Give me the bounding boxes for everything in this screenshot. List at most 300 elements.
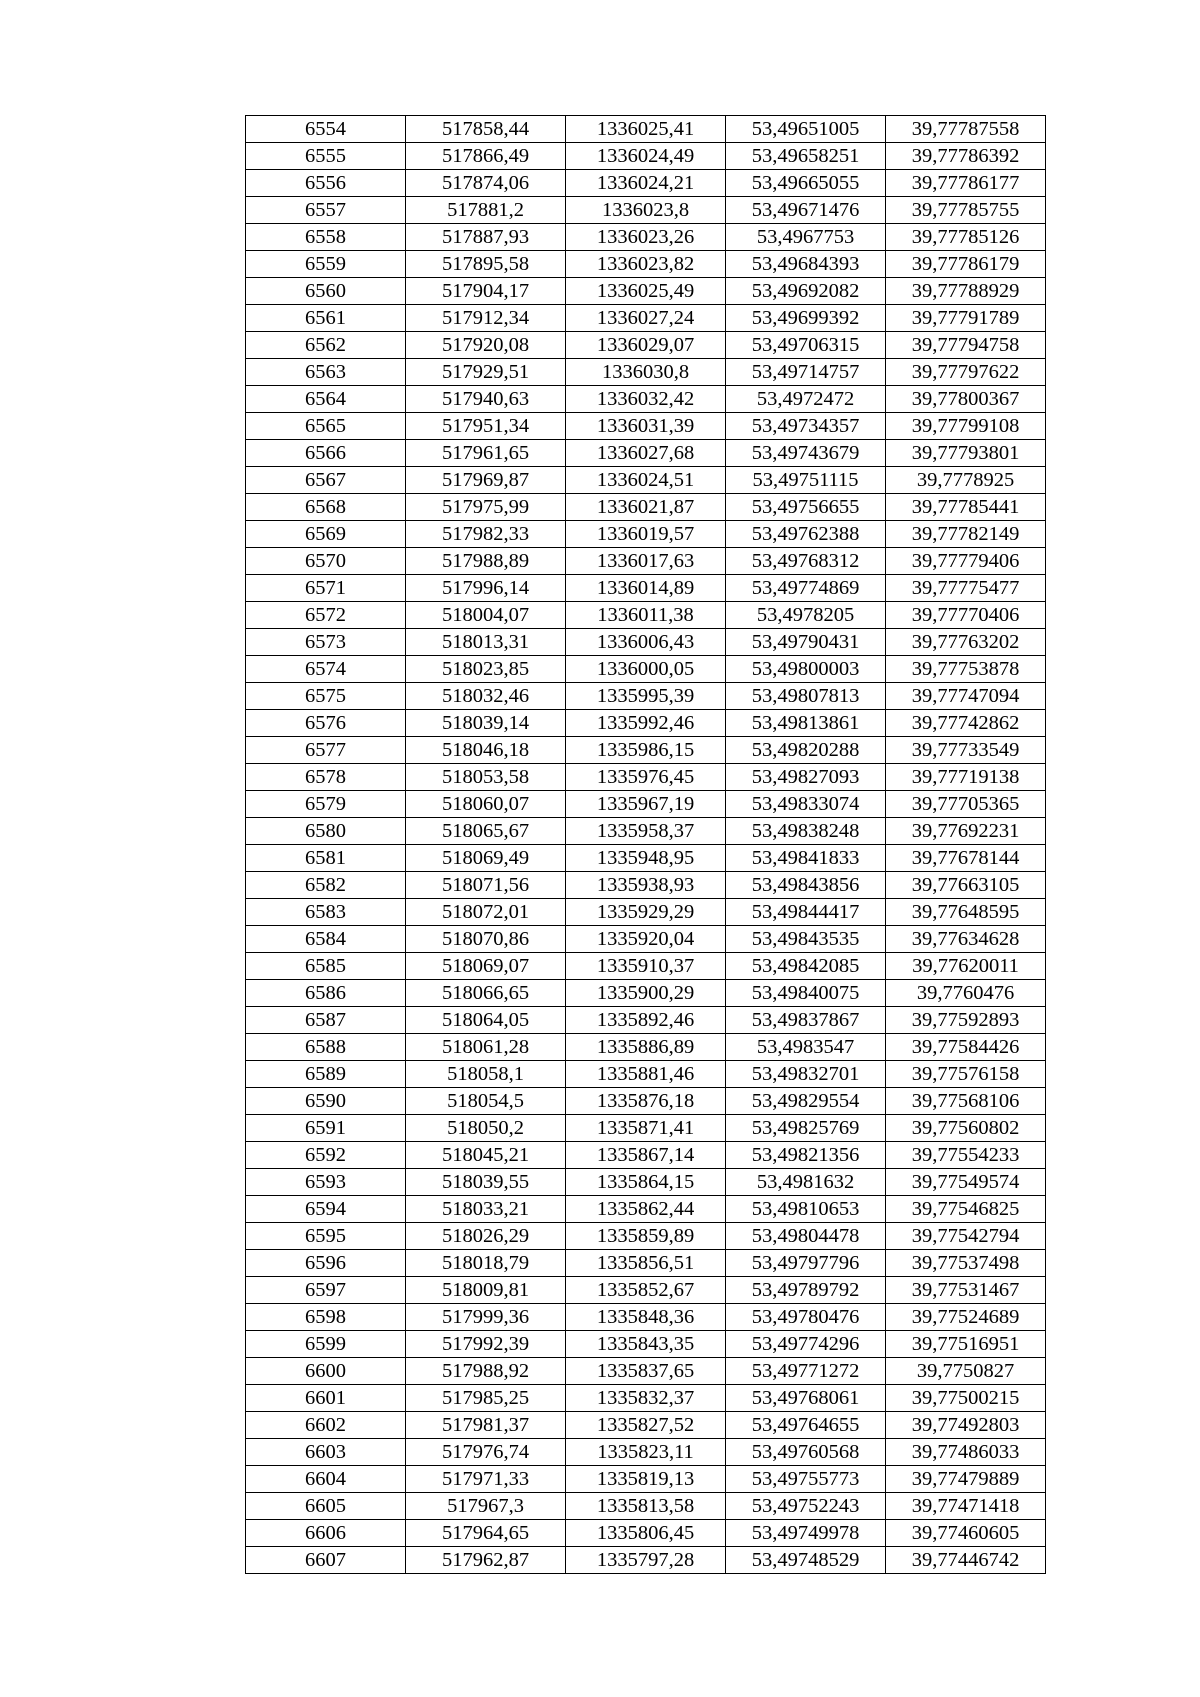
- y-coordinate-cell: 1335856,51: [566, 1250, 726, 1277]
- longitude-cell: 39,77747094: [886, 683, 1046, 710]
- x-coordinate-cell: 517904,17: [406, 278, 566, 305]
- point-number-cell: 6566: [246, 440, 406, 467]
- x-coordinate-cell: 517920,08: [406, 332, 566, 359]
- y-coordinate-cell: 1336024,49: [566, 143, 726, 170]
- point-number-cell: 6597: [246, 1277, 406, 1304]
- y-coordinate-cell: 1336019,57: [566, 521, 726, 548]
- table-row: [246, 305, 1046, 332]
- point-number-cell: 6593: [246, 1169, 406, 1196]
- x-coordinate-cell: 518004,07: [406, 602, 566, 629]
- x-coordinate-cell: 518069,07: [406, 953, 566, 980]
- latitude-cell: 53,49699392: [726, 305, 886, 332]
- longitude-cell: 39,77531467: [886, 1277, 1046, 1304]
- point-number-cell: 6585: [246, 953, 406, 980]
- table-row: [246, 1520, 1046, 1547]
- longitude-cell: 39,77753878: [886, 656, 1046, 683]
- latitude-cell: 53,49838248: [726, 818, 886, 845]
- longitude-cell: 39,77568106: [886, 1088, 1046, 1115]
- table-row: [246, 899, 1046, 926]
- latitude-cell: 53,49780476: [726, 1304, 886, 1331]
- table-row: [246, 872, 1046, 899]
- point-number-cell: 6607: [246, 1547, 406, 1574]
- y-coordinate-cell: 1336031,39: [566, 413, 726, 440]
- latitude-cell: 53,49749978: [726, 1520, 886, 1547]
- y-coordinate-cell: 1336024,51: [566, 467, 726, 494]
- y-coordinate-cell: 1335876,18: [566, 1088, 726, 1115]
- point-number-cell: 6580: [246, 818, 406, 845]
- point-number-cell: 6602: [246, 1412, 406, 1439]
- longitude-cell: 39,77537498: [886, 1250, 1046, 1277]
- x-coordinate-cell: 518064,05: [406, 1007, 566, 1034]
- table-row: [246, 224, 1046, 251]
- longitude-cell: 39,77648595: [886, 899, 1046, 926]
- point-number-cell: 6603: [246, 1439, 406, 1466]
- latitude-cell: 53,49748529: [726, 1547, 886, 1574]
- point-number-cell: 6600: [246, 1358, 406, 1385]
- table-row: [246, 764, 1046, 791]
- latitude-cell: 53,4967753: [726, 224, 886, 251]
- point-number-cell: 6561: [246, 305, 406, 332]
- point-number-cell: 6582: [246, 872, 406, 899]
- point-number-cell: 6583: [246, 899, 406, 926]
- y-coordinate-cell: 1335859,89: [566, 1223, 726, 1250]
- table-row: [246, 1304, 1046, 1331]
- table-row: [246, 332, 1046, 359]
- longitude-cell: 39,77763202: [886, 629, 1046, 656]
- latitude-cell: 53,49842085: [726, 953, 886, 980]
- x-coordinate-cell: 517940,63: [406, 386, 566, 413]
- x-coordinate-cell: 518039,14: [406, 710, 566, 737]
- point-number-cell: 6563: [246, 359, 406, 386]
- y-coordinate-cell: 1335843,35: [566, 1331, 726, 1358]
- table-row: [246, 1412, 1046, 1439]
- y-coordinate-cell: 1335881,46: [566, 1061, 726, 1088]
- x-coordinate-cell: 518065,67: [406, 818, 566, 845]
- point-number-cell: 6565: [246, 413, 406, 440]
- x-coordinate-cell: 517866,49: [406, 143, 566, 170]
- point-number-cell: 6575: [246, 683, 406, 710]
- latitude-cell: 53,49774296: [726, 1331, 886, 1358]
- point-number-cell: 6578: [246, 764, 406, 791]
- y-coordinate-cell: 1336023,8: [566, 197, 726, 224]
- longitude-cell: 39,77524689: [886, 1304, 1046, 1331]
- longitude-cell: 39,77786177: [886, 170, 1046, 197]
- x-coordinate-cell: 518050,2: [406, 1115, 566, 1142]
- table-row: [246, 1007, 1046, 1034]
- x-coordinate-cell: 517982,33: [406, 521, 566, 548]
- longitude-cell: 39,77779406: [886, 548, 1046, 575]
- longitude-cell: 39,77492803: [886, 1412, 1046, 1439]
- x-coordinate-cell: 517964,65: [406, 1520, 566, 1547]
- latitude-cell: 53,49743679: [726, 440, 886, 467]
- latitude-cell: 53,4972472: [726, 386, 886, 413]
- point-number-cell: 6591: [246, 1115, 406, 1142]
- x-coordinate-cell: 517967,3: [406, 1493, 566, 1520]
- x-coordinate-cell: 517985,25: [406, 1385, 566, 1412]
- table-row: [246, 440, 1046, 467]
- y-coordinate-cell: 1336017,63: [566, 548, 726, 575]
- point-number-cell: 6577: [246, 737, 406, 764]
- x-coordinate-cell: 518039,55: [406, 1169, 566, 1196]
- y-coordinate-cell: 1336029,07: [566, 332, 726, 359]
- longitude-cell: 39,77554233: [886, 1142, 1046, 1169]
- y-coordinate-cell: 1336000,05: [566, 656, 726, 683]
- point-number-cell: 6590: [246, 1088, 406, 1115]
- longitude-cell: 39,77634628: [886, 926, 1046, 953]
- x-coordinate-cell: 517992,39: [406, 1331, 566, 1358]
- longitude-cell: 39,77797622: [886, 359, 1046, 386]
- latitude-cell: 53,49752243: [726, 1493, 886, 1520]
- latitude-cell: 53,49804478: [726, 1223, 886, 1250]
- x-coordinate-cell: 518032,46: [406, 683, 566, 710]
- point-number-cell: 6572: [246, 602, 406, 629]
- point-number-cell: 6562: [246, 332, 406, 359]
- point-number-cell: 6573: [246, 629, 406, 656]
- longitude-cell: 39,77786392: [886, 143, 1046, 170]
- y-coordinate-cell: 1335848,36: [566, 1304, 726, 1331]
- longitude-cell: 39,77733549: [886, 737, 1046, 764]
- y-coordinate-cell: 1336011,38: [566, 602, 726, 629]
- table-row: [246, 143, 1046, 170]
- longitude-cell: 39,7750827: [886, 1358, 1046, 1385]
- y-coordinate-cell: 1335819,13: [566, 1466, 726, 1493]
- table-row: [246, 1466, 1046, 1493]
- table-row: [246, 575, 1046, 602]
- point-number-cell: 6567: [246, 467, 406, 494]
- longitude-cell: 39,77782149: [886, 521, 1046, 548]
- table-row: [246, 1169, 1046, 1196]
- latitude-cell: 53,49760568: [726, 1439, 886, 1466]
- longitude-cell: 39,77486033: [886, 1439, 1046, 1466]
- point-number-cell: 6589: [246, 1061, 406, 1088]
- latitude-cell: 53,49821356: [726, 1142, 886, 1169]
- y-coordinate-cell: 1335797,28: [566, 1547, 726, 1574]
- x-coordinate-cell: 517887,93: [406, 224, 566, 251]
- latitude-cell: 53,49789792: [726, 1277, 886, 1304]
- x-coordinate-cell: 517996,14: [406, 575, 566, 602]
- coordinates-table-body: [246, 116, 1046, 1574]
- x-coordinate-cell: 518026,29: [406, 1223, 566, 1250]
- latitude-cell: 53,49764655: [726, 1412, 886, 1439]
- longitude-cell: 39,77786179: [886, 251, 1046, 278]
- x-coordinate-cell: 517975,99: [406, 494, 566, 521]
- y-coordinate-cell: 1336014,89: [566, 575, 726, 602]
- point-number-cell: 6560: [246, 278, 406, 305]
- table-row: [246, 1331, 1046, 1358]
- latitude-cell: 53,49774869: [726, 575, 886, 602]
- x-coordinate-cell: 517971,33: [406, 1466, 566, 1493]
- latitude-cell: 53,49820288: [726, 737, 886, 764]
- longitude-cell: 39,77471418: [886, 1493, 1046, 1520]
- table-row: [246, 1142, 1046, 1169]
- y-coordinate-cell: 1335837,65: [566, 1358, 726, 1385]
- latitude-cell: 53,49755773: [726, 1466, 886, 1493]
- y-coordinate-cell: 1336027,68: [566, 440, 726, 467]
- longitude-cell: 39,77719138: [886, 764, 1046, 791]
- latitude-cell: 53,49714757: [726, 359, 886, 386]
- x-coordinate-cell: 518023,85: [406, 656, 566, 683]
- point-number-cell: 6559: [246, 251, 406, 278]
- x-coordinate-cell: 517988,89: [406, 548, 566, 575]
- point-number-cell: 6584: [246, 926, 406, 953]
- longitude-cell: 39,77785755: [886, 197, 1046, 224]
- latitude-cell: 53,49762388: [726, 521, 886, 548]
- latitude-cell: 53,49813861: [726, 710, 886, 737]
- point-number-cell: 6558: [246, 224, 406, 251]
- latitude-cell: 53,49843856: [726, 872, 886, 899]
- longitude-cell: 39,77542794: [886, 1223, 1046, 1250]
- point-number-cell: 6554: [246, 116, 406, 143]
- table-row: [246, 980, 1046, 1007]
- table-row: [246, 1493, 1046, 1520]
- x-coordinate-cell: 517988,92: [406, 1358, 566, 1385]
- x-coordinate-cell: 518009,81: [406, 1277, 566, 1304]
- table-row: [246, 845, 1046, 872]
- point-number-cell: 6581: [246, 845, 406, 872]
- table-row: [246, 197, 1046, 224]
- latitude-cell: 53,49807813: [726, 683, 886, 710]
- y-coordinate-cell: 1335986,15: [566, 737, 726, 764]
- latitude-cell: 53,49832701: [726, 1061, 886, 1088]
- table-row: [246, 791, 1046, 818]
- y-coordinate-cell: 1335929,29: [566, 899, 726, 926]
- table-row: [246, 1547, 1046, 1574]
- latitude-cell: 53,49829554: [726, 1088, 886, 1115]
- table-row: [246, 1385, 1046, 1412]
- latitude-cell: 53,49771272: [726, 1358, 886, 1385]
- point-number-cell: 6564: [246, 386, 406, 413]
- x-coordinate-cell: 518066,65: [406, 980, 566, 1007]
- x-coordinate-cell: 517895,58: [406, 251, 566, 278]
- table-row: [246, 737, 1046, 764]
- x-coordinate-cell: 517912,34: [406, 305, 566, 332]
- longitude-cell: 39,77791789: [886, 305, 1046, 332]
- x-coordinate-cell: 518058,1: [406, 1061, 566, 1088]
- latitude-cell: 53,49844417: [726, 899, 886, 926]
- latitude-cell: 53,49800003: [726, 656, 886, 683]
- x-coordinate-cell: 517858,44: [406, 116, 566, 143]
- longitude-cell: 39,77549574: [886, 1169, 1046, 1196]
- longitude-cell: 39,77794758: [886, 332, 1046, 359]
- point-number-cell: 6599: [246, 1331, 406, 1358]
- y-coordinate-cell: 1336021,87: [566, 494, 726, 521]
- latitude-cell: 53,49825769: [726, 1115, 886, 1142]
- longitude-cell: 39,77446742: [886, 1547, 1046, 1574]
- longitude-cell: 39,77620011: [886, 953, 1046, 980]
- x-coordinate-cell: 518070,86: [406, 926, 566, 953]
- latitude-cell: 53,49797796: [726, 1250, 886, 1277]
- latitude-cell: 53,49833074: [726, 791, 886, 818]
- point-number-cell: 6556: [246, 170, 406, 197]
- y-coordinate-cell: 1335827,52: [566, 1412, 726, 1439]
- y-coordinate-cell: 1335864,15: [566, 1169, 726, 1196]
- longitude-cell: 39,77592893: [886, 1007, 1046, 1034]
- y-coordinate-cell: 1335852,67: [566, 1277, 726, 1304]
- y-coordinate-cell: 1336027,24: [566, 305, 726, 332]
- longitude-cell: 39,77516951: [886, 1331, 1046, 1358]
- x-coordinate-cell: 518061,28: [406, 1034, 566, 1061]
- y-coordinate-cell: 1335995,39: [566, 683, 726, 710]
- latitude-cell: 53,49671476: [726, 197, 886, 224]
- x-coordinate-cell: 517999,36: [406, 1304, 566, 1331]
- y-coordinate-cell: 1335938,93: [566, 872, 726, 899]
- table-row: [246, 359, 1046, 386]
- y-coordinate-cell: 1335886,89: [566, 1034, 726, 1061]
- point-number-cell: 6594: [246, 1196, 406, 1223]
- x-coordinate-cell: 518013,31: [406, 629, 566, 656]
- x-coordinate-cell: 517976,74: [406, 1439, 566, 1466]
- table-row: [246, 548, 1046, 575]
- point-number-cell: 6557: [246, 197, 406, 224]
- longitude-cell: 39,77692231: [886, 818, 1046, 845]
- y-coordinate-cell: 1336025,49: [566, 278, 726, 305]
- longitude-cell: 39,77576158: [886, 1061, 1046, 1088]
- table-row: [246, 1061, 1046, 1088]
- y-coordinate-cell: 1335862,44: [566, 1196, 726, 1223]
- longitude-cell: 39,77785441: [886, 494, 1046, 521]
- latitude-cell: 53,49658251: [726, 143, 886, 170]
- x-coordinate-cell: 517961,65: [406, 440, 566, 467]
- table-row: [246, 1277, 1046, 1304]
- table-row: [246, 467, 1046, 494]
- y-coordinate-cell: 1336023,82: [566, 251, 726, 278]
- table-row: [246, 953, 1046, 980]
- longitude-cell: 39,77479889: [886, 1466, 1046, 1493]
- longitude-cell: 39,77785126: [886, 224, 1046, 251]
- longitude-cell: 39,77560802: [886, 1115, 1046, 1142]
- point-number-cell: 6571: [246, 575, 406, 602]
- table-row: [246, 386, 1046, 413]
- x-coordinate-cell: 518071,56: [406, 872, 566, 899]
- table-row: [246, 629, 1046, 656]
- latitude-cell: 53,4983547: [726, 1034, 886, 1061]
- latitude-cell: 53,49651005: [726, 116, 886, 143]
- x-coordinate-cell: 518045,21: [406, 1142, 566, 1169]
- latitude-cell: 53,49684393: [726, 251, 886, 278]
- point-number-cell: 6568: [246, 494, 406, 521]
- point-number-cell: 6588: [246, 1034, 406, 1061]
- y-coordinate-cell: 1335992,46: [566, 710, 726, 737]
- longitude-cell: 39,7760476: [886, 980, 1046, 1007]
- latitude-cell: 53,49692082: [726, 278, 886, 305]
- table-row: [246, 494, 1046, 521]
- longitude-cell: 39,77787558: [886, 116, 1046, 143]
- point-number-cell: 6569: [246, 521, 406, 548]
- point-number-cell: 6555: [246, 143, 406, 170]
- latitude-cell: 53,49790431: [726, 629, 886, 656]
- point-number-cell: 6570: [246, 548, 406, 575]
- y-coordinate-cell: 1335920,04: [566, 926, 726, 953]
- table-row: [246, 926, 1046, 953]
- longitude-cell: 39,7778925: [886, 467, 1046, 494]
- y-coordinate-cell: 1335867,14: [566, 1142, 726, 1169]
- y-coordinate-cell: 1335813,58: [566, 1493, 726, 1520]
- point-number-cell: 6601: [246, 1385, 406, 1412]
- point-number-cell: 6576: [246, 710, 406, 737]
- point-number-cell: 6598: [246, 1304, 406, 1331]
- y-coordinate-cell: 1335900,29: [566, 980, 726, 1007]
- y-coordinate-cell: 1335823,11: [566, 1439, 726, 1466]
- latitude-cell: 53,49734357: [726, 413, 886, 440]
- table-row: [246, 170, 1046, 197]
- x-coordinate-cell: 518069,49: [406, 845, 566, 872]
- table-row: [246, 413, 1046, 440]
- longitude-cell: 39,77663105: [886, 872, 1046, 899]
- latitude-cell: 53,49768061: [726, 1385, 886, 1412]
- latitude-cell: 53,49756655: [726, 494, 886, 521]
- x-coordinate-cell: 517874,06: [406, 170, 566, 197]
- x-coordinate-cell: 517881,2: [406, 197, 566, 224]
- longitude-cell: 39,77788929: [886, 278, 1046, 305]
- x-coordinate-cell: 518046,18: [406, 737, 566, 764]
- y-coordinate-cell: 1336030,8: [566, 359, 726, 386]
- coordinates-table: [245, 115, 1046, 1574]
- table-row: [246, 116, 1046, 143]
- y-coordinate-cell: 1335892,46: [566, 1007, 726, 1034]
- table-row: [246, 1034, 1046, 1061]
- table-row: [246, 1196, 1046, 1223]
- y-coordinate-cell: 1336024,21: [566, 170, 726, 197]
- longitude-cell: 39,77584426: [886, 1034, 1046, 1061]
- table-row: [246, 1088, 1046, 1115]
- x-coordinate-cell: 518018,79: [406, 1250, 566, 1277]
- table-row: [246, 278, 1046, 305]
- longitude-cell: 39,77793801: [886, 440, 1046, 467]
- y-coordinate-cell: 1336025,41: [566, 116, 726, 143]
- latitude-cell: 53,49827093: [726, 764, 886, 791]
- x-coordinate-cell: 518054,5: [406, 1088, 566, 1115]
- table-row: [246, 1250, 1046, 1277]
- x-coordinate-cell: 518072,01: [406, 899, 566, 926]
- y-coordinate-cell: 1335976,45: [566, 764, 726, 791]
- point-number-cell: 6592: [246, 1142, 406, 1169]
- point-number-cell: 6606: [246, 1520, 406, 1547]
- table-row: [246, 251, 1046, 278]
- longitude-cell: 39,77799108: [886, 413, 1046, 440]
- latitude-cell: 53,4981632: [726, 1169, 886, 1196]
- longitude-cell: 39,77546825: [886, 1196, 1046, 1223]
- latitude-cell: 53,49841833: [726, 845, 886, 872]
- x-coordinate-cell: 517981,37: [406, 1412, 566, 1439]
- longitude-cell: 39,77678144: [886, 845, 1046, 872]
- x-coordinate-cell: 517962,87: [406, 1547, 566, 1574]
- longitude-cell: 39,77800367: [886, 386, 1046, 413]
- table-row: [246, 602, 1046, 629]
- table-row: [246, 683, 1046, 710]
- latitude-cell: 53,49751115: [726, 467, 886, 494]
- latitude-cell: 53,49706315: [726, 332, 886, 359]
- latitude-cell: 53,49810653: [726, 1196, 886, 1223]
- latitude-cell: 53,4978205: [726, 602, 886, 629]
- table-row: [246, 656, 1046, 683]
- latitude-cell: 53,49768312: [726, 548, 886, 575]
- table-row: [246, 1115, 1046, 1142]
- x-coordinate-cell: 518053,58: [406, 764, 566, 791]
- latitude-cell: 53,49843535: [726, 926, 886, 953]
- y-coordinate-cell: 1335871,41: [566, 1115, 726, 1142]
- point-number-cell: 6586: [246, 980, 406, 1007]
- y-coordinate-cell: 1335958,37: [566, 818, 726, 845]
- longitude-cell: 39,77770406: [886, 602, 1046, 629]
- table-row: [246, 818, 1046, 845]
- table-row: [246, 1223, 1046, 1250]
- longitude-cell: 39,77500215: [886, 1385, 1046, 1412]
- y-coordinate-cell: 1335967,19: [566, 791, 726, 818]
- x-coordinate-cell: 518033,21: [406, 1196, 566, 1223]
- y-coordinate-cell: 1335832,37: [566, 1385, 726, 1412]
- longitude-cell: 39,77775477: [886, 575, 1046, 602]
- point-number-cell: 6587: [246, 1007, 406, 1034]
